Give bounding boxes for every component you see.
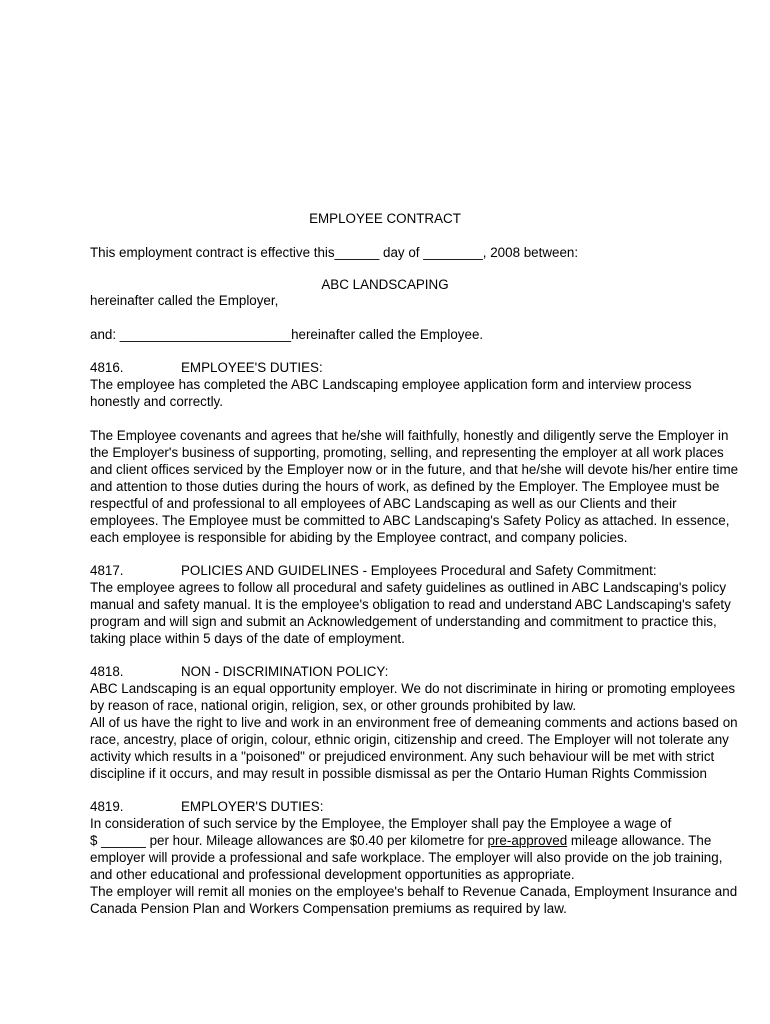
- section-heading-4819: [90, 798, 323, 815]
- section-4819-paragraph-1: [90, 815, 738, 917]
- text-line: employer will provide a professional and safe workplace. The employer will also provide on the job training,: [90, 850, 723, 865]
- document-title: EMPLOYEE CONTRACT: [309, 211, 461, 226]
- text-line: manual and safety manual. It is the employee's obligation to read and understand ABC Landscaping's safety: [90, 597, 731, 612]
- text-line: the Employer's business of supporting, promoting, selling, and representing the employer at all work places: [90, 445, 724, 460]
- text-line: and client offices serviced by the Employer now or in the future, and that he/she will devote his/her entire time: [90, 462, 739, 477]
- section-heading-4817: [90, 562, 657, 579]
- wage-text-before: $ ______ per hour. Mileage allowances are $0.40 per kilometre for: [90, 833, 488, 848]
- text-line: The employee has completed the ABC Landscaping employee application form and interview process: [90, 377, 692, 392]
- text-line: race, ancestry, place of origin, colour, ethnic origin, citizenship and creed. The Employer will not tolerate any: [90, 732, 729, 747]
- section-heading-4816: [90, 359, 323, 376]
- text-line: by reason of race, national origin, religion, sex, or other grounds prohibited by law.: [90, 698, 577, 713]
- text-line: discipline if it occurs, and may result in possible dismissal as per the Ontario Human Rights Commission: [90, 766, 707, 781]
- employer-called-line: hereinafter called the Employer,: [90, 293, 279, 308]
- section-title: EMPLOYEE'S DUTIES:: [181, 360, 323, 375]
- effective-date-line: This employment contract is effective this______ day of ________, 2008 between:: [90, 245, 579, 260]
- text-line: taking place within 5 days of the date of employment.: [90, 631, 405, 646]
- text-line: Canada Pension Plan and Workers Compensation premiums as required by law.: [90, 901, 567, 916]
- text-line: and other educational and professional development opportunities as appropriate.: [90, 867, 575, 882]
- text-line: The Employee covenants and agrees that he/she will faithfully, honestly and diligently serve the Employer in: [90, 428, 729, 443]
- text-line: All of us have the right to live and work in an environment free of demeaning comments and actions based on: [90, 715, 738, 730]
- text-line: honestly and correctly.: [90, 394, 223, 409]
- section-number: 4817.: [90, 563, 124, 578]
- text-line: The employer will remit all monies on the employee's behalf to Revenue Canada, Employment Insurance and: [90, 884, 738, 899]
- text-line: In consideration of such service by the Employee, the Employer shall pay the Employee a wage of: [90, 816, 672, 831]
- section-4817-paragraph-1: [90, 579, 731, 647]
- employee-line: and: _______________________hereinafter called the Employee.: [90, 327, 484, 342]
- section-number: 4816.: [90, 360, 124, 375]
- section-title: POLICIES AND GUIDELINES - Employees Procedural and Safety Commitment:: [181, 563, 657, 578]
- section-4818-paragraph-1: [90, 680, 738, 782]
- text-line: employees. The Employee must be committed to ABC Landscaping's Safety Policy as attached. In essence,: [90, 513, 730, 528]
- employer-name: ABC LANDSCAPING: [321, 277, 449, 292]
- pre-approved-underline: pre-approved: [487, 833, 568, 848]
- section-title: NON - DISCRIMINATION POLICY:: [181, 664, 389, 679]
- text-line: each employee is responsible for abiding by the Employee contract, and company policies.: [90, 530, 628, 545]
- text-line: ABC Landscaping is an equal opportunity employer. We do not discriminate in hiring or promoting employees: [90, 681, 736, 696]
- text-line: program and will sign and submit an Acknowledgement of understanding and commitment to practice this,: [90, 614, 717, 629]
- text-line: respectful of and professional to all employees of ABC Landscaping as well as our Clients and their: [90, 496, 677, 511]
- wage-line: [90, 832, 710, 849]
- text-line: The employee agrees to follow all procedural and safety guidelines as outlined in ABC Landscaping's policy: [90, 580, 727, 595]
- section-number: 4818.: [90, 664, 124, 679]
- wage-text-after: mileage allowance. The: [567, 833, 712, 848]
- section-4816-paragraph-2: [90, 427, 739, 546]
- section-title: EMPLOYER'S DUTIES:: [181, 799, 324, 814]
- section-heading-4818: [90, 663, 388, 680]
- section-number: 4819.: [90, 799, 124, 814]
- text-line: and attention to those duties during the hours of work, as defined by the Employer. The Employee must be: [90, 479, 720, 494]
- text-line: activity which results in a "poisoned" or prejudiced environment. Any such behaviour will be met with strict: [90, 749, 715, 764]
- section-4816-paragraph-1: [90, 376, 710, 410]
